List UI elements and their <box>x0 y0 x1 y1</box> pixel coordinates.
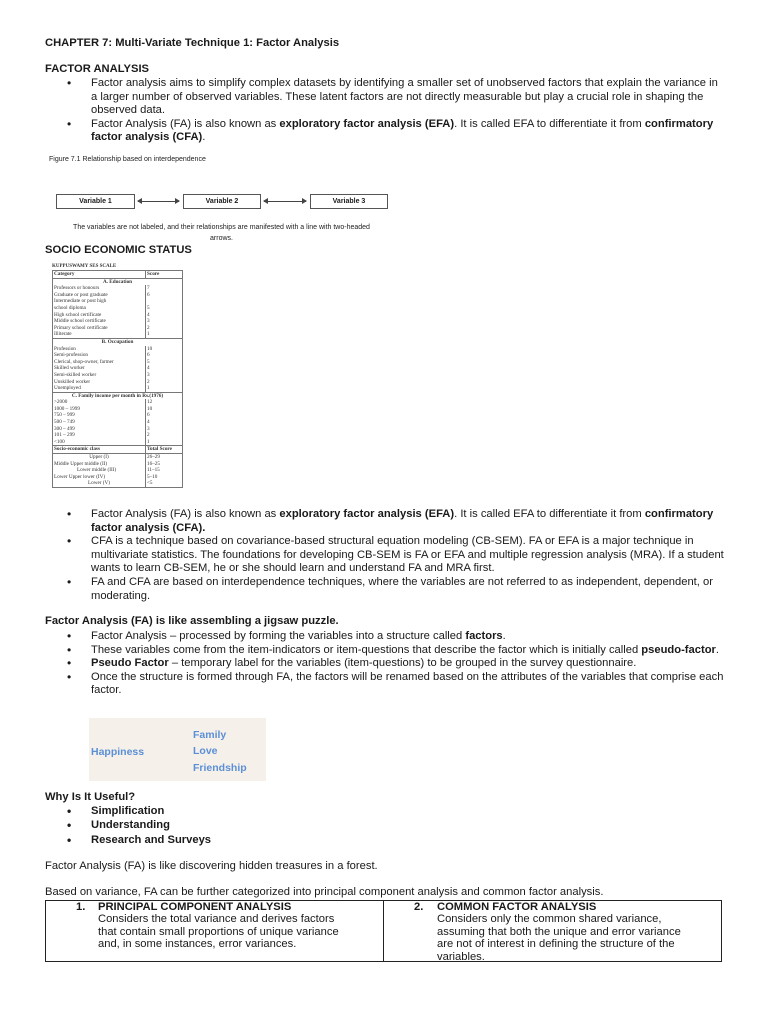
pca-number: 1. <box>76 901 86 913</box>
list-item: • Factor analysis aims to simplify complex datasets by identifying a smaller set of unobserved factors that explain the variance in a larger number of observed variables. These latent factors are not directly measurable but play a crucial role in shaping the observed data. <box>45 77 725 118</box>
table-cell: 10 <box>146 406 183 413</box>
table-row <box>53 480 183 487</box>
table-cell: C. Family income per month in Rs.(1976) <box>53 392 183 399</box>
table-cell: 11–15 <box>146 467 183 474</box>
list-item: • Research and Surveys <box>45 833 725 847</box>
table-row <box>53 298 183 305</box>
cfa-description <box>437 913 681 963</box>
pca-line: and, in some instances, error variances. <box>98 938 297 951</box>
table-row <box>53 379 183 386</box>
cfa-line: variables. <box>437 950 485 963</box>
list-item: • Understanding <box>45 818 725 832</box>
table-row <box>53 412 183 419</box>
table-row <box>53 385 183 392</box>
table-row <box>53 338 183 345</box>
pca-title: PRINCIPAL COMPONENT ANALYSIS <box>98 901 292 913</box>
list-item: • Once the structure is formed through FA, the factors will be renamed based on the attributes of the variables that comprise each factor. <box>45 671 725 698</box>
table-cell: 1000 – 1999 <box>53 406 146 413</box>
table-row <box>53 426 183 433</box>
table-row <box>53 461 183 468</box>
variable-3-box: Variable 3 <box>310 194 388 209</box>
table-cell: 2 <box>146 432 183 439</box>
table-cell: Graduate or post graduate <box>53 292 146 299</box>
table-cell: 1 <box>146 385 183 392</box>
table-row <box>53 352 183 359</box>
love-label: Love <box>193 745 218 757</box>
table-cell: 6 <box>146 412 183 419</box>
table-cell: Illiterate <box>53 331 146 338</box>
table-cell: Unemployed <box>53 385 146 392</box>
table-cell: <100 <box>53 439 146 446</box>
table-row <box>53 454 183 461</box>
variance-intro: Based on variance, FA can be further categorized into principal component analysis and common factor analysis. <box>45 886 604 898</box>
useful-list <box>45 804 725 847</box>
table-row <box>53 446 183 454</box>
table-cell: Score <box>146 271 183 279</box>
table-cell: 5 <box>146 359 183 366</box>
table-row <box>53 432 183 439</box>
table-cell: 750 – 999 <box>53 412 146 419</box>
useful-heading: Why Is It Useful? <box>45 791 136 803</box>
efa-list <box>45 508 725 603</box>
double-arrow-icon <box>138 201 179 202</box>
table-cell: 7 <box>146 285 183 292</box>
ses-heading: SOCIO ECONOMIC STATUS <box>45 244 192 256</box>
table-cell: <5 <box>146 480 183 487</box>
table-row <box>53 406 183 413</box>
cfa-line: assuming that both the unique and error variance <box>437 925 681 938</box>
cfa-line: Considers only the common shared variance, <box>437 913 662 925</box>
variable-2-box: Variable 2 <box>183 194 261 209</box>
table-cell: 2 <box>146 379 183 386</box>
table-row <box>53 318 183 325</box>
table-cell: Unskilled worker <box>53 379 146 386</box>
ses-table <box>52 264 183 488</box>
table-row <box>53 359 183 366</box>
cfa-title: COMMON FACTOR ANALYSIS <box>437 901 597 913</box>
table-cell: 4 <box>146 419 183 426</box>
table-cell: 2 <box>146 325 183 332</box>
table-cell: 3 <box>146 372 183 379</box>
table-cell: 6 <box>146 352 183 359</box>
list-item: • Pseudo Factor – temporary label for the variables (item-questions) to be grouped in the survey questionnaire. <box>45 657 725 671</box>
table-row <box>53 392 183 399</box>
table-cell: 26–29 <box>146 454 183 461</box>
figure-caption: Figure 7.1 Relationship based on interdependence <box>49 156 206 163</box>
table-cell: 500 – 749 <box>53 419 146 426</box>
table-cell: 3 <box>146 426 183 433</box>
table-row <box>53 331 183 338</box>
table-cell: Middle school certificate <box>53 318 146 325</box>
table-cell: 4 <box>146 312 183 319</box>
pca-line: Considers the total variance and derives factors <box>98 913 335 925</box>
family-label: Family <box>193 729 227 741</box>
table-cell: Semi-skilled worker <box>53 372 146 379</box>
table-cell: 5 <box>146 305 183 312</box>
table-row <box>53 439 183 446</box>
chapter-title: CHAPTER 7: Multi-Variate Technique 1: Factor Analysis <box>45 37 340 49</box>
table-cell: High school certificate <box>53 312 146 319</box>
variable-1-box: Variable 1 <box>56 194 135 209</box>
table-cell: Socio-economic class <box>53 446 146 454</box>
table-cell: Profession <box>53 346 146 353</box>
table-cell: Upper (I) <box>53 454 146 461</box>
table-cell: 101 – 299 <box>53 432 146 439</box>
table-cell: Professors or honours <box>53 285 146 292</box>
table-cell: Skilled worker <box>53 365 146 372</box>
table-row <box>53 271 183 279</box>
table-cell: 16–25 <box>146 461 183 468</box>
table-row <box>53 365 183 372</box>
table-cell: Semi-profession <box>53 352 146 359</box>
table-row <box>53 419 183 426</box>
table-cell: Total Score <box>146 446 183 454</box>
table-cell: 1 <box>146 439 183 446</box>
table-row <box>53 305 183 312</box>
list-item: • CFA is a technique based on covariance-based structural equation modeling (CB-SEM). FA or EFA is a major technique in multivariate statistics. The foundations for developing CB-SEM is FA or EFA and multiple regression analysis (MRA). If a student wants to learn CB-SEM, he or she should learn and understand FA and MRA first. <box>45 535 725 576</box>
comparison-table <box>45 900 722 962</box>
pca-line: that contain small proportions of unique variance <box>98 925 339 938</box>
table-cell: 5–10 <box>146 474 183 481</box>
table-divider <box>383 901 384 961</box>
table-cell: Intermediate or post high <box>53 298 146 305</box>
table-cell: Category <box>53 271 146 279</box>
table-cell: 1 <box>146 331 183 338</box>
table-cell: Lower (V) <box>53 480 146 487</box>
list-item: • These variables come from the item-indicators or item-questions that describe the factor which is initially called pseudo-factor. <box>45 644 725 658</box>
cfa-line: are not of interest in defining the structure of the <box>437 938 675 951</box>
jigsaw-list <box>45 630 725 698</box>
table-row <box>53 372 183 379</box>
table-cell: 300 – 499 <box>53 426 146 433</box>
treasure-text: Factor Analysis (FA) is like discovering hidden treasures in a forest. <box>45 860 378 872</box>
table-cell: 3 <box>146 318 183 325</box>
list-item: • Factor Analysis (FA) is also known as exploratory factor analysis (EFA). It is called EFA to differentiate it from confirmatory factor analysis (CFA). <box>45 508 725 535</box>
table-cell: 10 <box>146 346 183 353</box>
table-row <box>53 325 183 332</box>
table-cell: 4 <box>146 365 183 372</box>
table-cell: Middle Upper middle (II) <box>53 461 146 468</box>
table-cell: A. Education <box>53 278 183 285</box>
factor-analysis-heading: FACTOR ANALYSIS <box>45 63 150 75</box>
happiness-label: Happiness <box>91 746 145 758</box>
table-row <box>53 285 183 292</box>
list-item: • FA and CFA are based on interdependence techniques, where the variables are not referred to as independent, dependent, or moderating. <box>45 576 725 603</box>
table-cell: 6 <box>146 292 183 299</box>
table-cell: Clerical, shop-owner, farmer <box>53 359 146 366</box>
factor-analysis-list <box>45 77 725 145</box>
list-item: • Factor Analysis – processed by forming the variables into a structure called factors. <box>45 630 725 644</box>
happiness-factor-image <box>89 718 266 781</box>
table-row <box>53 399 183 406</box>
ses-scale-title: KUPPUSWAMY SES SCALE <box>52 264 117 269</box>
friendship-label: Friendship <box>193 762 247 774</box>
figure-note-line: The variables are not labeled, and their relationships are manifested with a line with two-headed <box>73 224 370 231</box>
table-cell <box>146 298 183 305</box>
table-row <box>53 292 183 299</box>
figure-note <box>56 222 387 244</box>
figure-note-line: arrows. <box>210 235 233 242</box>
table-cell: Primary school certificate <box>53 325 146 332</box>
table-row <box>53 467 183 474</box>
double-arrow-icon <box>264 201 306 202</box>
list-item: • Factor Analysis (FA) is also known as exploratory factor analysis (EFA). It is called EFA to differentiate it from confirmatory factor analysis (CFA). <box>45 118 725 145</box>
table-cell: 12 <box>146 399 183 406</box>
table-cell: B. Occupation <box>53 338 183 345</box>
pca-description <box>98 913 339 951</box>
table-row <box>53 474 183 481</box>
table-cell: >2000 <box>53 399 146 406</box>
table-cell: Lower Upper lower (IV) <box>53 474 146 481</box>
jigsaw-heading: Factor Analysis (FA) is like assembling a jigsaw puzzle. <box>45 615 339 627</box>
table-cell: school diploma <box>53 305 146 312</box>
table-cell: Lower middle (III) <box>53 467 146 474</box>
list-item: • Simplification <box>45 804 725 818</box>
cfa-number: 2. <box>414 901 424 913</box>
